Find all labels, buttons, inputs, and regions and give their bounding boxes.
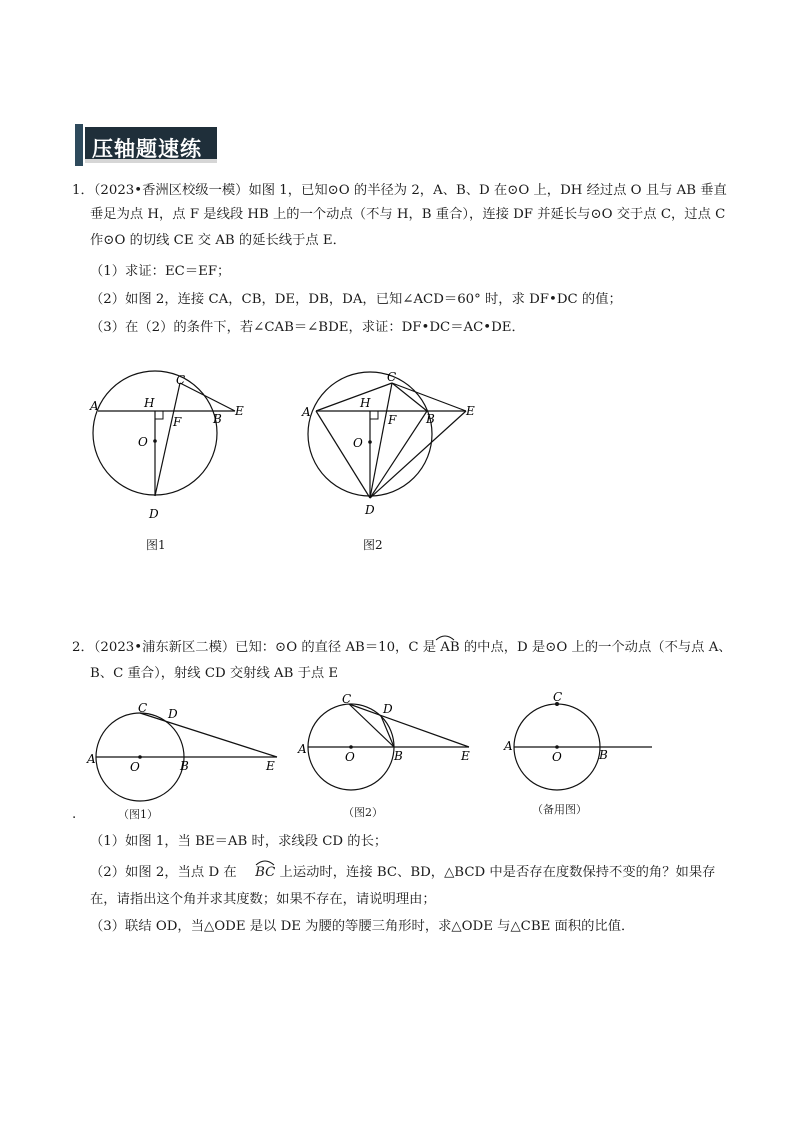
problem2-line1-text: 2．（2023•浦东新区二模）已知：⊙O 的直径 AB＝10，C 是 AB 的中点，D 是⊙O 上的一个动点（不与点 A、 — [72, 640, 732, 655]
p2f2-label-C: C — [342, 692, 352, 706]
fig1-label-C: C — [176, 373, 186, 387]
problem2-figure3 — [500, 688, 660, 800]
p2f3-label-A: A — [504, 739, 513, 753]
problem2-question2-part-b: 上运动时，连接 BC、BD，△BCD 中是否存在度数保持不变的角？如果存 — [279, 865, 716, 880]
problem2-line1 — [72, 639, 732, 657]
p2f1-label-E: E — [266, 759, 275, 773]
p2f2-label-B: B — [394, 749, 403, 763]
problem1-question3: （3）在（2）的条件下，若∠CAB＝∠BDE，求证：DF•DC＝AC•DE． — [90, 320, 525, 335]
p2f2-label-D: D — [383, 702, 393, 716]
p2f1-label-D: D — [168, 707, 178, 721]
problem2-question2-line2: 在，请指出这个角并求其度数；如果不存在，请说明理由； — [90, 892, 436, 907]
p2f3-label-C: C — [553, 690, 563, 704]
p2f1-label-O: O — [130, 760, 140, 774]
problem2-fig1-caption: （图1） — [118, 808, 158, 821]
fig2-label-C: C — [387, 370, 397, 384]
fig2-label-B: B — [426, 412, 435, 426]
problem1-fig1-caption: 图1 — [146, 538, 166, 552]
problem2-figure1 — [82, 698, 287, 806]
problem1-line1: 1．（2023•香洲区校级一模）如图 1，已知⊙O 的半径为 2，A、B、D 在⊙O 上，DH 经过点 O 且与 AB 垂直 — [72, 183, 727, 198]
arc-mark-AB — [434, 633, 456, 641]
header-accent-bar — [75, 124, 83, 166]
fig1-label-H: H — [144, 396, 155, 410]
fig2-label-E: E — [466, 404, 475, 418]
fig2-label-D: D — [365, 503, 375, 517]
problem2-fig2-caption: （图2） — [343, 806, 383, 819]
problem1-fig2-caption: 图2 — [363, 538, 383, 552]
arc-BC — [255, 864, 275, 882]
problem2-figure2 — [293, 692, 483, 804]
arc-mark-BC — [255, 858, 275, 866]
fig1-label-D: D — [149, 507, 159, 521]
section-title: 压轴题速练 — [92, 137, 202, 161]
problem2-fig3-caption: （备用图） — [532, 803, 587, 816]
problem1-line3: 作⊙O 的切线 CE 交 AB 的延长线于点 E． — [90, 233, 346, 248]
p2f2-label-E: E — [461, 749, 470, 763]
problem1-question2: （2）如图 2，连接 CA，CB，DE，DB，DA，已知∠ACD＝60° 时，求 DF•DC 的值； — [90, 292, 622, 307]
section-header — [75, 124, 221, 166]
p2f1-label-A: A — [87, 752, 96, 766]
fig2-label-F: F — [388, 413, 397, 427]
fig1-label-O: O — [138, 435, 148, 449]
problem2-period: . — [72, 807, 77, 822]
p2f2-label-A: A — [298, 742, 307, 756]
problem2-question3: （3）联结 OD，当△ODE 是以 DE 为腰的等腰三角形时，求△ODE 与△CBE 面积的比值． — [90, 919, 635, 934]
fig2-label-A: A — [302, 405, 311, 419]
p2f1-label-C: C — [138, 701, 148, 715]
problem2-line2: B、C 重合），射线 CD 交射线 AB 于点 E — [90, 666, 339, 681]
problem1-line2: 垂足为点 H，点 F 是线段 HB 上的一个动点（不与 H，B 重合），连接 DF 并延长与⊙O 交于点 C，过点 C — [90, 207, 726, 222]
fig1-label-F: F — [173, 415, 182, 429]
fig1-label-E: E — [235, 404, 244, 418]
fig2-label-H: H — [360, 396, 371, 410]
p2f2-label-O: O — [345, 750, 355, 764]
fig1-label-B: B — [213, 412, 222, 426]
fig1-label-A: A — [90, 399, 99, 413]
problem2-question1: （1）如图 1，当 BE＝AB 时，求线段 CD 的长； — [90, 834, 388, 849]
p2f3-label-O: O — [552, 750, 562, 764]
fig2-label-O: O — [353, 436, 363, 450]
arc-BC-text: BC — [255, 865, 276, 880]
p2f1-label-B: B — [180, 759, 189, 773]
problem1-figure1 — [80, 370, 260, 530]
problem1-figure2 — [296, 370, 486, 530]
problem2-question2-part-a: （2）如图 2，当点 D 在 — [90, 865, 237, 880]
p2f3-label-B: B — [599, 748, 608, 762]
problem1-question1: （1）求证：EC＝EF； — [90, 264, 231, 279]
problem2-question2-line1 — [90, 864, 715, 882]
